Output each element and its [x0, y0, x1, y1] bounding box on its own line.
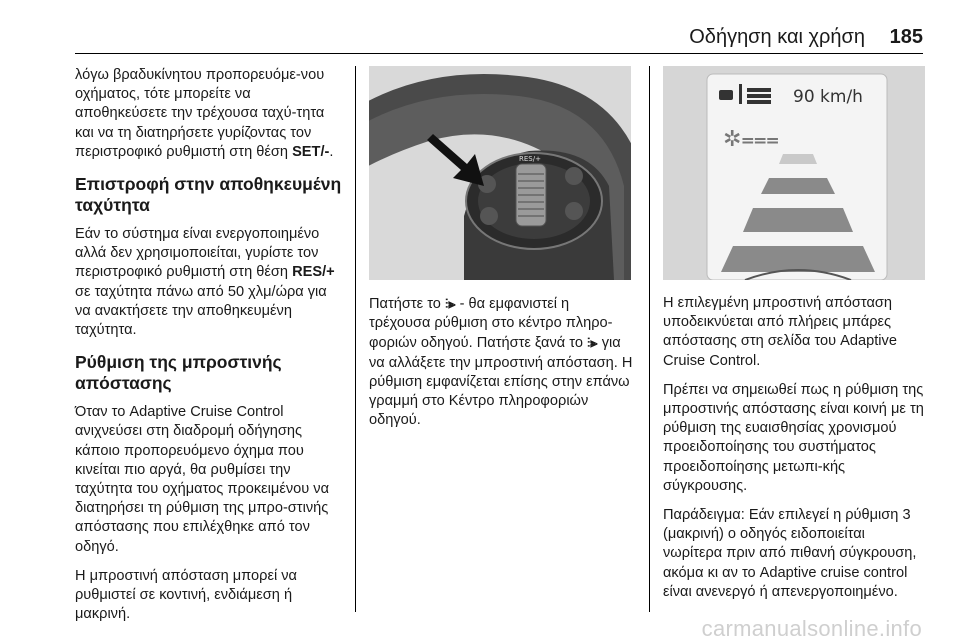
- watermark: carmanualsonline.info: [701, 616, 922, 641]
- chapter-title: Οδήγηση και χρήση: [689, 26, 865, 48]
- paragraph: Η επιλεγμένη μπροστινή απόσταση υποδεικνύεται από πλήρεις μπάρες απόστασης στη σελίδα του Adaptive Cruise Control.: [663, 295, 897, 369]
- driver-info-display-figure: [663, 66, 925, 280]
- paragraph: Παράδειγμα: Εάν επιλεγεί η ρύθμιση 3 (μακρινή) ο οδηγός ειδοποιείται νωρίτερα πριν από πιθανή σύγκρουση, ακόμα κι αν το Adaptive cruise control είναι ανενεργό ή απενεργοποιημένο.: [663, 507, 917, 600]
- distance-button-icon: ⫶⫸: [444, 296, 456, 311]
- steering-wheel-figure: [369, 66, 631, 280]
- page-number: 185: [889, 26, 923, 48]
- speed-readout: 90 km/h: [793, 87, 863, 107]
- res-label: RES/+: [519, 155, 541, 163]
- section-heading: Επιστροφή στην αποθηκευμένη ταχύτητα: [75, 174, 342, 216]
- paragraph: Εάν το σύστημα είναι ενεργοποιημένο αλλά δεν χρησιμοποιείται, γυρίστε τον περιστροφικό ρυθμιστή στη θέση RES/+ σε ταχύτητα πάνω από 50 χλμ/ώρα για να ανακτήσετε την αποθηκευμένη ταχύτητα.: [75, 226, 335, 339]
- column-middle: [369, 66, 634, 430]
- column-divider: [649, 66, 650, 612]
- section-heading: Ρύθμιση της μπροστινής απόστασης: [75, 352, 282, 394]
- column-right: [663, 66, 925, 602]
- cruise-icon: ✲⩶: [723, 127, 780, 152]
- distance-button-icon: ⫶⫸: [587, 335, 598, 351]
- paragraph: Όταν το Adaptive Cruise Control ανιχνεύσει στη διαδρομή οδήγησης κάποιο προπορευόμενο όχημα που κινείται πιο αργά, θα ρυθμίσει την ταχύτητα του οχήματος προκειμένου να διατηρήσει τη ρύθμιση της μπρο-στινής απόστασης που επιλέχθηκε από τον οδηγό.: [75, 404, 330, 555]
- paragraph: Η μπροστινή απόσταση μπορεί να ρυθμιστεί σε κοντινή, ενδιάμεση ή μακρινή.: [75, 567, 297, 623]
- column-left: [75, 66, 345, 624]
- column-divider: [355, 66, 356, 612]
- paragraph: Πρέπει να σημειωθεί πως η ρύθμιση της μπροστινής απόστασης είναι κοινή με τη ρύθμιση της ευαισθησίας χρονισμού προειδοποίησης του συστήματος προειδοποίησης μετωπι-κής σύγκρουσης.: [663, 381, 924, 494]
- page-header: [75, 26, 923, 54]
- paragraph: Πατήστε το ⫶⫸ - θα εμφανιστεί η τρέχουσα ρύθμιση στο κέντρο πληρο-φοριών οδηγού. Πατήστε ξανά το ⫶⫸ για να αλλάξετε την μπροστινή απόσταση. Η ρύθμιση εμφανίζεται επίσης στην επάνω γραμμή στο Κέντρο πληροφοριών οδηγού.: [369, 296, 633, 429]
- paragraph: λόγω βραδυκίνητου προπορευόμε-νου οχήματος, τότε μπορείτε να αποθηκεύσετε την τρέχουσα ταχύ-τητα και να τη διατηρήσετε γυρίζοντας τον περιστροφικό ρυθμιστή στη θέση SET/-.: [75, 67, 334, 160]
